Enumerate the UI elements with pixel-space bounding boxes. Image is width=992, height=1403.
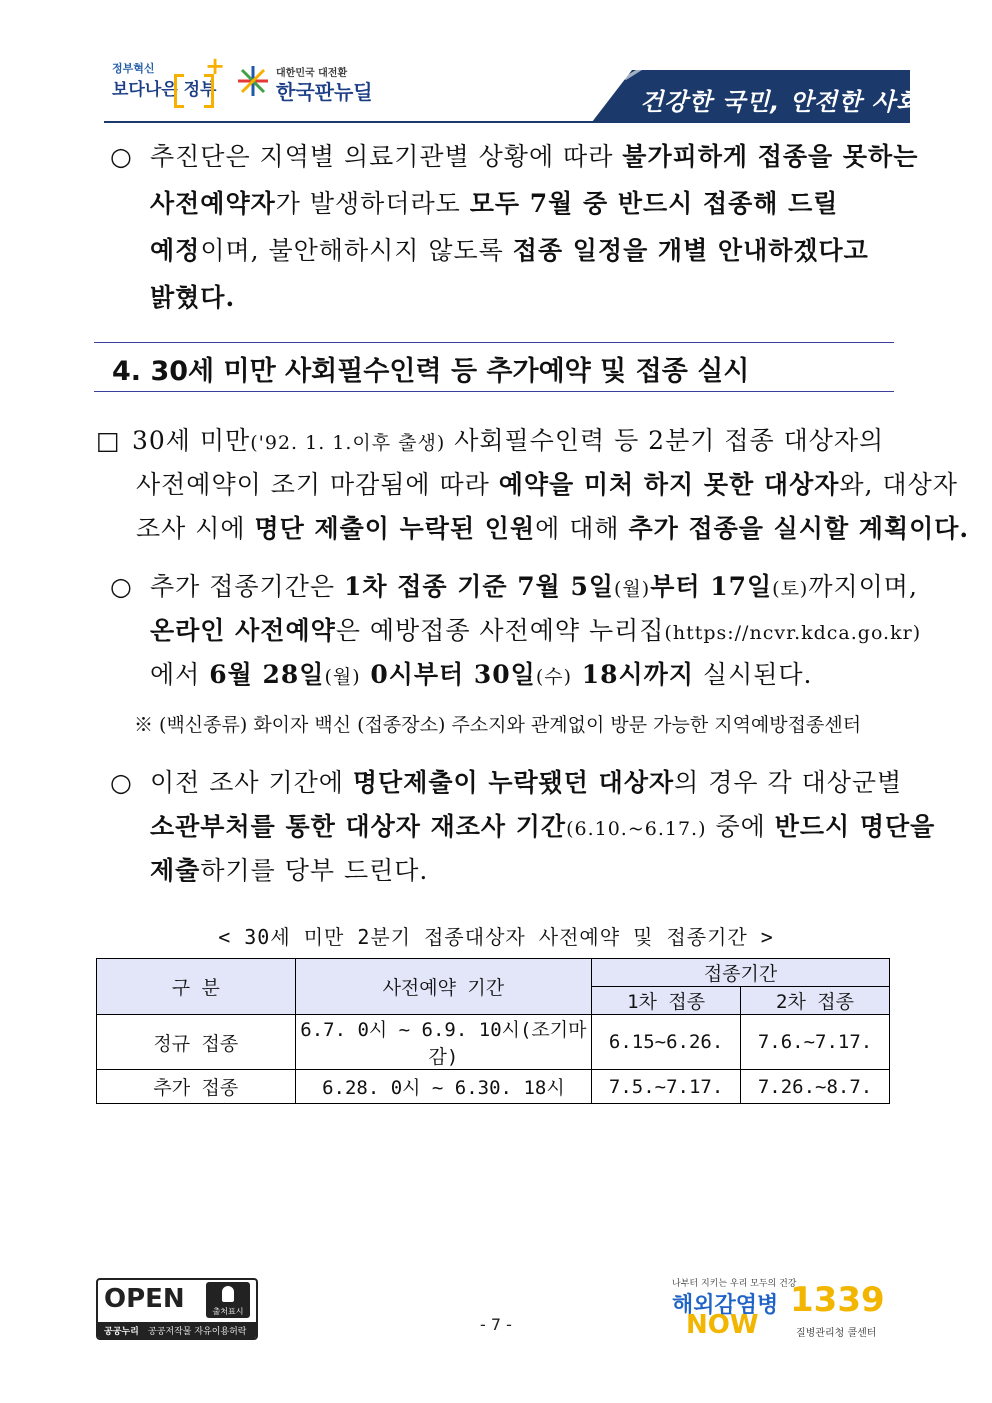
table-caption: < 30세 미만 2분기 접종대상자 사전예약 및 접종기간 > xyxy=(218,925,774,949)
text-run: 하기를 당부 드린다. xyxy=(200,856,429,885)
bold-run: 예정 xyxy=(150,236,201,265)
text-run: 에서 xyxy=(150,660,210,689)
korean-new-deal-logo xyxy=(236,64,376,104)
circle-bullet: ○ xyxy=(110,142,133,171)
paragraph-additional-reservation xyxy=(96,417,970,557)
bold-run: 예약을 미처 하지 못한 대상자 xyxy=(498,470,840,499)
url-text: (https://ncvr.kdca.go.kr) xyxy=(664,622,922,644)
call-number-text: 1339 xyxy=(790,1280,885,1320)
text-run: 와, 대상자 xyxy=(839,470,958,499)
text-run: ('92. 1. 1.이후 출생) xyxy=(250,432,446,454)
header-reservation-period: 사전예약 기간 xyxy=(295,959,592,1015)
cell-dose2: 7.26.~8.7. xyxy=(741,1070,890,1104)
now-logo-title: 해외감염병 xyxy=(672,1293,779,1318)
cell-reservation: 6.28. 0시 ~ 6.30. 18시 xyxy=(295,1070,592,1104)
call-number xyxy=(790,1280,885,1320)
bold-run: 6월 28일 xyxy=(209,660,325,689)
paragraph-additional-period xyxy=(110,563,922,703)
paragraph-line xyxy=(150,847,428,894)
text-run: (수) xyxy=(535,666,573,688)
paragraph-line xyxy=(150,651,812,701)
text-run: 이며, 불안해하시지 않도록 xyxy=(200,236,513,265)
bold-run: 모두 7월 중 반드시 접종해 드릴 xyxy=(469,189,839,218)
paragraph-list-submission xyxy=(110,759,936,899)
header-dose1: 1차 접종 xyxy=(592,987,741,1015)
text-run: 30세 미만 xyxy=(132,426,251,455)
paragraph-line xyxy=(150,227,869,274)
bold-run: 접종 일정을 개별 안내하겠다고 xyxy=(512,236,869,265)
bold-run: 부터 17일 xyxy=(650,572,773,601)
square-bullet: □ xyxy=(96,426,121,455)
gov-logo-main-text: 보다나은 정부 xyxy=(112,80,217,100)
bold-run: 온라인 사전예약 xyxy=(150,616,336,645)
bold-run: 불가피하게 접종을 못하는 xyxy=(622,142,919,171)
new-deal-main-text: 한국판뉴딜 xyxy=(276,80,373,104)
paragraph-line xyxy=(136,461,958,508)
bold-run: 18시까지 xyxy=(572,660,694,689)
bold-run: 반드시 명단을 xyxy=(774,812,936,841)
cell-reservation: 6.7. 0시 ~ 6.9. 10시(조기마감) xyxy=(295,1015,592,1070)
bold-run: 밝혔다. xyxy=(150,283,236,312)
call-center-label: 질병관리청 콜센터 xyxy=(796,1328,877,1339)
paragraph-line xyxy=(136,505,969,552)
text-run: 사전예약이 조기 마감됨에 따라 xyxy=(136,470,499,499)
bold-run: 추가 접종을 실시할 계획이다. xyxy=(628,514,970,543)
license-bar-sub: 공공저작물 자유이용허락 xyxy=(148,1327,247,1337)
header-vaccination-period: 접종기간 xyxy=(592,959,890,987)
table-row xyxy=(97,1070,890,1104)
header-dose2: 2차 접종 xyxy=(741,987,890,1015)
paragraph-line xyxy=(150,563,918,613)
plus-icon: + xyxy=(205,52,226,80)
paragraph-line xyxy=(150,759,902,806)
text-run: 에 대해 xyxy=(535,514,629,543)
text-run: 은 예방접종 사전예약 누리집 xyxy=(335,616,665,645)
text-run: 까지이며, xyxy=(808,572,918,601)
cell-category: 정규 접종 xyxy=(97,1015,296,1070)
text-run: 실시된다. xyxy=(693,660,813,689)
table-row xyxy=(97,1015,890,1070)
cell-dose2: 7.6.~7.17. xyxy=(741,1015,890,1070)
paragraph-line xyxy=(150,180,838,227)
paragraph-line xyxy=(150,274,235,321)
text-run: (토) xyxy=(772,578,809,600)
attribution-label: 출처표시 xyxy=(212,1307,244,1316)
section-title: 4. 30세 미만 사회필수인력 등 추가예약 및 접종 실시 xyxy=(112,356,750,387)
cell-dose1: 6.15~6.26. xyxy=(592,1015,741,1070)
bold-run: 소관부처를 통한 대상자 재조사 기간 xyxy=(150,812,567,841)
text-run: 중에 xyxy=(706,812,775,841)
paragraph-reservation-guarantee xyxy=(110,133,919,321)
section-heading-box xyxy=(94,342,894,392)
bold-run: 명단 제출이 누락된 인원 xyxy=(254,514,536,543)
new-deal-star-icon xyxy=(236,64,270,98)
slogan-banner xyxy=(592,70,921,122)
overseas-infection-now-logo xyxy=(672,1276,797,1340)
text-run: 가 발생하더라도 xyxy=(275,189,470,218)
text-run: (월) xyxy=(614,578,651,600)
bracket-left-icon xyxy=(174,74,184,108)
text-run: 의 경우 각 대상군별 xyxy=(674,768,903,797)
paragraph-line xyxy=(150,803,935,853)
slogan-text: 건강한 국민, 안전한 사회 xyxy=(640,88,921,116)
header-category: 구 분 xyxy=(97,959,296,1015)
bold-run: 명단제출이 누락됐던 대상자 xyxy=(352,768,675,797)
license-bar-main: 공공누리 xyxy=(104,1327,139,1337)
paragraph-line xyxy=(150,133,918,180)
page-number: - 7 - xyxy=(480,1315,512,1334)
now-logo-tagline: 나부터 지키는 우리 모두의 건강 xyxy=(672,1279,797,1289)
person-icon xyxy=(222,1286,234,1302)
text-run: 사회필수인력 등 2분기 접종 대상자의 xyxy=(445,426,885,455)
gov-innovation-logo xyxy=(112,52,226,108)
cell-category: 추가 접종 xyxy=(97,1070,296,1104)
header-divider xyxy=(104,121,910,123)
bold-run: 1차 접종 기준 7월 5일 xyxy=(343,572,615,601)
open-text: OPEN xyxy=(104,1284,185,1314)
paragraph-line xyxy=(132,417,884,467)
text-run: 이전 조사 기간에 xyxy=(150,768,353,797)
call-center-1339-logo xyxy=(790,1280,900,1338)
attribution-badge xyxy=(206,1282,250,1318)
text-run: (6.10.~6.17.) xyxy=(566,818,707,840)
text-run: (월) xyxy=(324,666,361,688)
text-run: 조사 시에 xyxy=(136,514,255,543)
now-logo-now: NOW xyxy=(686,1310,759,1340)
cell-dose1: 7.5.~7.17. xyxy=(592,1070,741,1104)
text-run: 추가 접종기간은 xyxy=(150,572,344,601)
gov-logo-small-text: 정부혁신 xyxy=(112,62,155,75)
vaccination-schedule-table xyxy=(96,958,890,1104)
bold-run: 0시부터 30일 xyxy=(360,660,536,689)
text-run: 추진단은 지역별 의료기관별 상황에 따라 xyxy=(150,142,623,171)
vaccine-note: ※ (백신종류) 화이자 백신 (접종장소) 주소지와 관계없이 방문 가능한 지역예방접종센터 xyxy=(134,714,862,736)
circle-bullet: ○ xyxy=(110,768,133,797)
bold-run: 사전예약자 xyxy=(150,189,276,218)
new-deal-small-text: 대한민국 대전환 xyxy=(276,68,348,79)
paragraph-line xyxy=(150,607,921,657)
table-header-row xyxy=(97,959,890,987)
circle-bullet: ○ xyxy=(110,572,133,601)
bold-run: 제출 xyxy=(150,856,201,885)
